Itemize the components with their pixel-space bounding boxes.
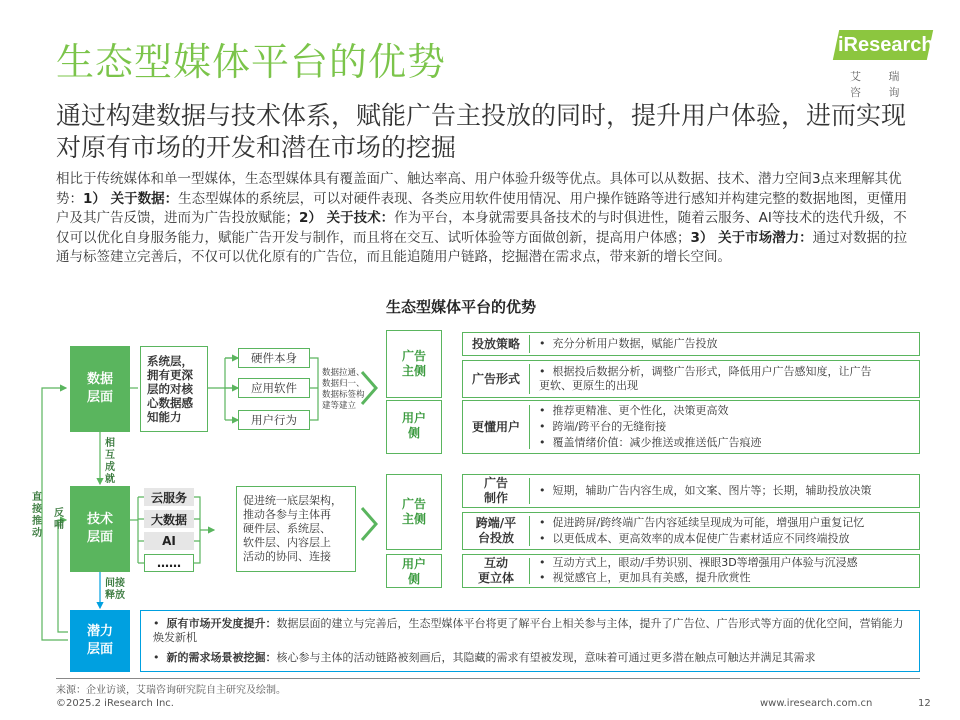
potential-panel bbox=[140, 610, 920, 672]
system-layer-box bbox=[140, 346, 208, 432]
tech-user-side-label: 用户 侧 bbox=[401, 557, 426, 586]
tech-row-production bbox=[462, 474, 920, 508]
data-row-user-item-2: • 跨端/跨平台的无缝衔接 bbox=[539, 420, 667, 433]
sep bbox=[529, 478, 530, 504]
sep bbox=[529, 516, 530, 546]
tech-row-interaction-item-2: • 视觉感官上，更加具有美感，提升欣赏性 bbox=[539, 571, 751, 584]
sep bbox=[529, 335, 530, 353]
data-row-strategy-tag: 投放策略 bbox=[471, 336, 520, 351]
tech-item-cloud: 云服务 bbox=[144, 488, 194, 506]
data-row-user-item-1: • 推荐更精准、更个性化，决策更高效 bbox=[539, 404, 729, 417]
data-item-user-behavior: 用户行为 bbox=[238, 410, 310, 430]
data-advertiser-side-label: 广告 主侧 bbox=[401, 349, 426, 378]
sep bbox=[529, 558, 530, 584]
tech-advertiser-side bbox=[386, 474, 442, 550]
intro-text-1: 生态型媒体的系统层，可以对硬件表现、各类应用软件使用情况、用户操作链路等进行感知并构建完整的数据地图，更懂用户及其广告反馈，进而为广告投放赋能； bbox=[56, 190, 908, 226]
page-title: 生态型媒体平台的优势 bbox=[56, 40, 447, 84]
intro-text-3: 通过对数据的拉通与标签建立完善后，不仅可以优化原有的广告位，而且能追随用户链路，挖掘潜在需求点，带来新的增长空间。 bbox=[56, 229, 908, 265]
data-note: 数据拉通、 数据归一、 数据标签构 建等建立 bbox=[322, 368, 365, 411]
page-number: 12 bbox=[918, 698, 931, 709]
footer-source: 来源：企业访谈，艾瑞咨询研究院自主研究及绘制。 bbox=[56, 685, 286, 696]
potential-layer-block: 潜力 层面 bbox=[70, 610, 130, 672]
data-item-hardware: 硬件本身 bbox=[238, 348, 310, 368]
tech-row-crossplatform-item-1: • 促进跨屏/跨终端广告内容延续呈现成为可能，增强用户重复记忆 bbox=[539, 516, 865, 529]
sep bbox=[529, 364, 530, 394]
data-layer-block: 数据 层面 bbox=[70, 346, 130, 432]
footer-url: www.iresearch.com.cn bbox=[760, 698, 873, 709]
data-item-software: 应用软件 bbox=[238, 378, 310, 398]
tech-layer-block: 技术 层面 bbox=[70, 486, 130, 572]
data-row-strategy bbox=[462, 332, 920, 356]
data-row-format-tag: 广告形式 bbox=[471, 371, 520, 386]
data-row-format-item: • 根据投后数据分析，调整广告形式，降低用户广告感知度，让广告 更软、更原生的出现 bbox=[539, 365, 872, 392]
tech-row-crossplatform bbox=[462, 512, 920, 550]
logo-brand: iResearch bbox=[838, 34, 934, 56]
intro-bold-1: 1） 关于数据： bbox=[83, 190, 179, 207]
potential-item-2: • 新的需求场景被挖掘：核心参与主体的活动链路被刻画后，其隐藏的需求有望被发现，意味着可通过更多潜在触点可触达并满足其需求 bbox=[153, 651, 816, 664]
potential-item-1: • 原有市场开发度提升：数据层面的建立与完善后，生态型媒体平台将更了解平台上相关参与主体，提升了广告位、广告形式等方面的优化空间，营销能力焕发新机 bbox=[153, 617, 904, 644]
data-advertiser-side bbox=[386, 330, 442, 398]
mutual-label: 相 互 成 就 bbox=[105, 438, 115, 485]
sep bbox=[529, 405, 530, 449]
tech-advertiser-side-label: 广告 主侧 bbox=[401, 497, 426, 526]
tech-item-ai: AI bbox=[144, 532, 194, 550]
tech-item-bigdata: 大数据 bbox=[144, 510, 194, 528]
page-subtitle: 通过构建数据与技术体系，赋能广告主投放的同时，提升用户体验，进而实现对原有市场的开发和潜在市场的挖掘 bbox=[56, 101, 907, 162]
tech-row-interaction bbox=[462, 554, 920, 588]
data-row-user bbox=[462, 400, 920, 454]
data-row-user-tag: 更懂用户 bbox=[471, 419, 520, 434]
logo-sub: 艾 瑞 咨 询 bbox=[850, 70, 912, 99]
intro-bold-2: 2） 关于技术： bbox=[299, 210, 395, 226]
footer-copyright: ©2025.2 iResearch Inc. bbox=[56, 698, 174, 709]
tech-row-crossplatform-tag: 跨端/平 台投放 bbox=[475, 516, 517, 545]
intro-bold-3: 3） 关于市场潜力： bbox=[690, 229, 813, 246]
tech-item-more: …… bbox=[144, 554, 194, 572]
tech-user-side bbox=[386, 554, 442, 588]
diagram-title: 生态型媒体平台的优势 bbox=[386, 298, 537, 316]
tech-row-production-tag: 广告 制作 bbox=[483, 476, 508, 505]
intro-text-0: 相比于传统媒体和单一型媒体，生态型媒体具有覆盖面广、触达率高、用户体验升级等优点。具体可以从数据、技术、潜力空间3点来理解其优势： bbox=[56, 171, 902, 207]
system-layer-text: 系统层， 拥有更深 层的对核 心数据感 知能力 bbox=[147, 354, 193, 424]
tech-row-production-item: • 短期，辅助广告内容生成，如文案、图片等；长期，辅助投放决策 bbox=[539, 484, 872, 497]
footer-rule bbox=[56, 678, 920, 679]
indirect-release-label: 间接 释放 bbox=[105, 578, 125, 601]
tech-row-interaction-item-1: • 互动方式上，眼动/手势识别、裸眼3D等增强用户体验与沉浸感 bbox=[539, 556, 858, 569]
direct-drive-label: 直 接 推 动 bbox=[32, 492, 42, 539]
tech-row-interaction-tag: 互动 更立体 bbox=[477, 556, 514, 585]
tech-note-box bbox=[236, 486, 356, 572]
feedback-label: 反 哺 bbox=[54, 508, 64, 531]
data-row-user-item-3: • 覆盖情绪价值：减少推送或推送低广告痕迹 bbox=[539, 436, 762, 449]
data-row-format bbox=[462, 360, 920, 398]
tech-row-crossplatform-item-2: • 以更低成本、更高效率的成本促使广告素材适应不同终端投放 bbox=[539, 532, 850, 545]
intro-text-2: 作为平台，本身就需要具备技术的与时俱进性，随着云服务、AI等技术的迭代升级，不仅可以优化自身服务能力，赋能广告开发与制作，而且将在交互、试听体验等方面做创新，提高用户体感； bbox=[56, 210, 907, 246]
data-user-side-label: 用户 侧 bbox=[401, 411, 426, 440]
data-user-side bbox=[386, 400, 442, 454]
tech-note-text: 促进统一底层架构， 推动各参与主体再 硬件层、系统层、 软件层、内容层上 活动的协同、连接 bbox=[243, 494, 342, 563]
data-row-strategy-item: • 充分分析用户数据，赋能广告投放 bbox=[539, 337, 718, 350]
